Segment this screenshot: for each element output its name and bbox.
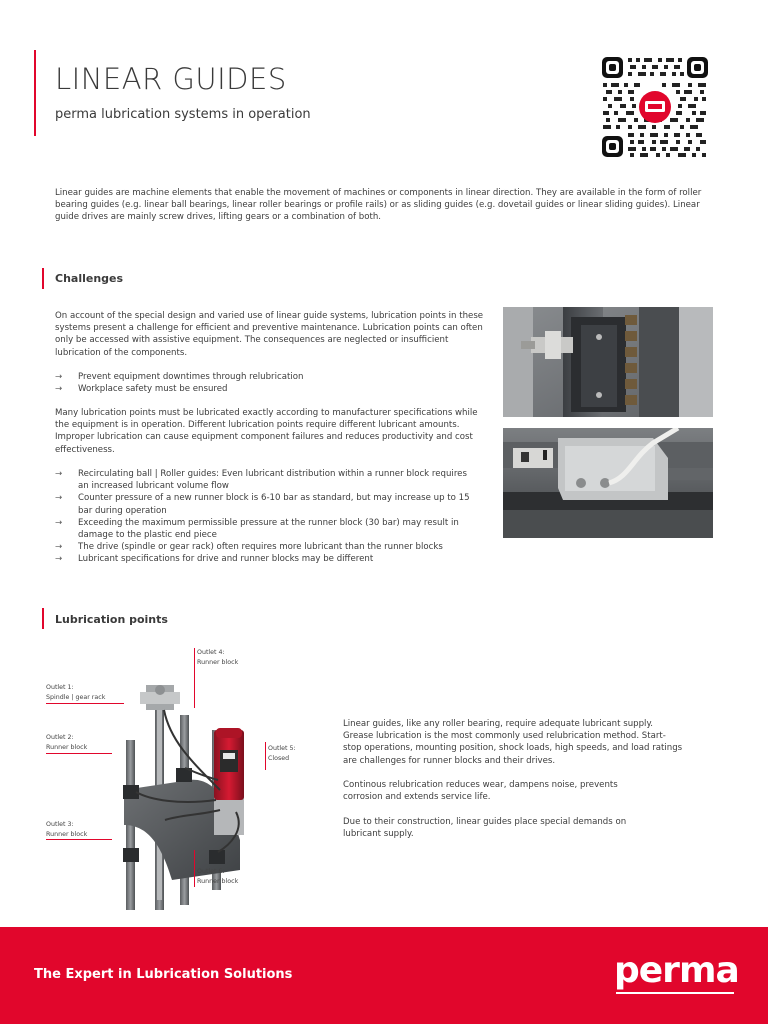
outlet-1-label: Outlet 1: Spindle | gear rack bbox=[46, 684, 106, 701]
qr-code[interactable] bbox=[600, 55, 710, 159]
list-item: → Exceeding the maximum permissible pressure at the runner block (30 bar) may result in damage to the plastic end piece bbox=[55, 517, 480, 541]
outlet-4-label: Outlet 4: Runner block bbox=[197, 649, 239, 666]
page-subtitle: perma lubrication systems in operation bbox=[55, 107, 311, 122]
list-item: → The drive (spindle or gear rack) often requires more lubricant than the runner blocks bbox=[55, 541, 480, 553]
list-item: → Recirculating ball | Roller guides: Even lubricant distribution within a runner block requires an increased lubricant volume flow bbox=[55, 468, 480, 492]
footer-tagline: The Expert in Lubrication Solutions bbox=[34, 967, 293, 982]
challenges-paragraph-1: On account of the special design and varied use of linear guide systems, lubrication points in these systems present a challenge for efficient and preventive maintenance. Lubrication points can often only be accessed with assistive equipment. The consequences are neglected or insufficient lubrication of the components. bbox=[55, 311, 484, 358]
logo-underline bbox=[616, 992, 734, 994]
lubrication-paragraph-3: Due to their construction, linear guides place special demands on lubricant supply. bbox=[343, 817, 627, 840]
outlet-1-leader bbox=[46, 703, 124, 704]
title-accent-bar bbox=[34, 50, 36, 136]
perma-logo-text: perma bbox=[614, 950, 739, 991]
outlet-2-label: Outlet 2: Runner block bbox=[46, 734, 88, 751]
challenges-heading: Challenges bbox=[55, 272, 124, 285]
outlet-6-leader bbox=[194, 850, 195, 887]
challenges-accent-bar bbox=[42, 268, 44, 289]
list-item: → Counter pressure of a new runner block is 6-10 bar as standard, but may increase up to 15 bar during operation bbox=[55, 492, 480, 516]
intro-paragraph: Linear guides are machine elements that enable the movement of machines or components in linear direction. They are available in the form of roller bearing guides (e.g. linear ball bearings, linear roller bearings or profile rails) or as sliding guides (e.g. dovetail guides or linear sliding guides). Linear guide drives are mainly screw drives, lifting gears or a combination of both. bbox=[55, 188, 702, 223]
outlet-3-label: Outlet 3: Runner block bbox=[46, 821, 88, 838]
perma-logo[interactable] bbox=[614, 950, 739, 999]
footer-band bbox=[0, 927, 768, 1024]
outlet-5-label: Outlet 5: Closed bbox=[268, 745, 296, 762]
lubrication-accent-bar bbox=[42, 608, 44, 629]
challenges-list-2 bbox=[55, 468, 480, 566]
lubrication-heading: Lubrication points bbox=[55, 613, 168, 626]
outlet-3-leader bbox=[46, 839, 112, 840]
lubrication-paragraph-2: Continous relubrication reduces wear, dampens noise, prevents corrosion and extends service life. bbox=[343, 780, 618, 803]
lubricator-diagram bbox=[40, 640, 310, 915]
list-item: → Prevent equipment downtimes through relubrication bbox=[55, 371, 485, 383]
photo-runner-block-lubrication-line bbox=[503, 428, 713, 538]
page-title: LINEAR GUIDES bbox=[55, 62, 287, 96]
list-item: → Workplace safety must be ensured bbox=[55, 383, 485, 395]
list-item: → Lubricant specifications for drive and runner blocks may be different bbox=[55, 553, 480, 565]
outlet-4-leader bbox=[194, 648, 195, 708]
challenges-paragraph-2: Many lubrication points must be lubricated exactly according to manufacturer specifications while the equipment is in operation. Different lubrication points require different lubricant amounts. Improper lubrication can cause equipment component failures and reduces productivity and cost effectiveness. bbox=[55, 408, 478, 455]
lubrication-paragraph-1: Linear guides, like any roller bearing, require adequate lubricant supply. Grease lubrication is the most commonly used relubrication method. Start-stop operations, mounting position, shock loads, high speeds, and load ratings are challenges for runner blocks and their drives. bbox=[343, 719, 683, 766]
photo-runner-block-grease-nipple bbox=[503, 307, 713, 417]
outlet-2-leader bbox=[46, 753, 112, 754]
outlet-6-label: Outlet 6: Runner block bbox=[197, 868, 239, 885]
challenges-list-1 bbox=[55, 371, 485, 395]
outlet-5-leader bbox=[265, 742, 266, 770]
